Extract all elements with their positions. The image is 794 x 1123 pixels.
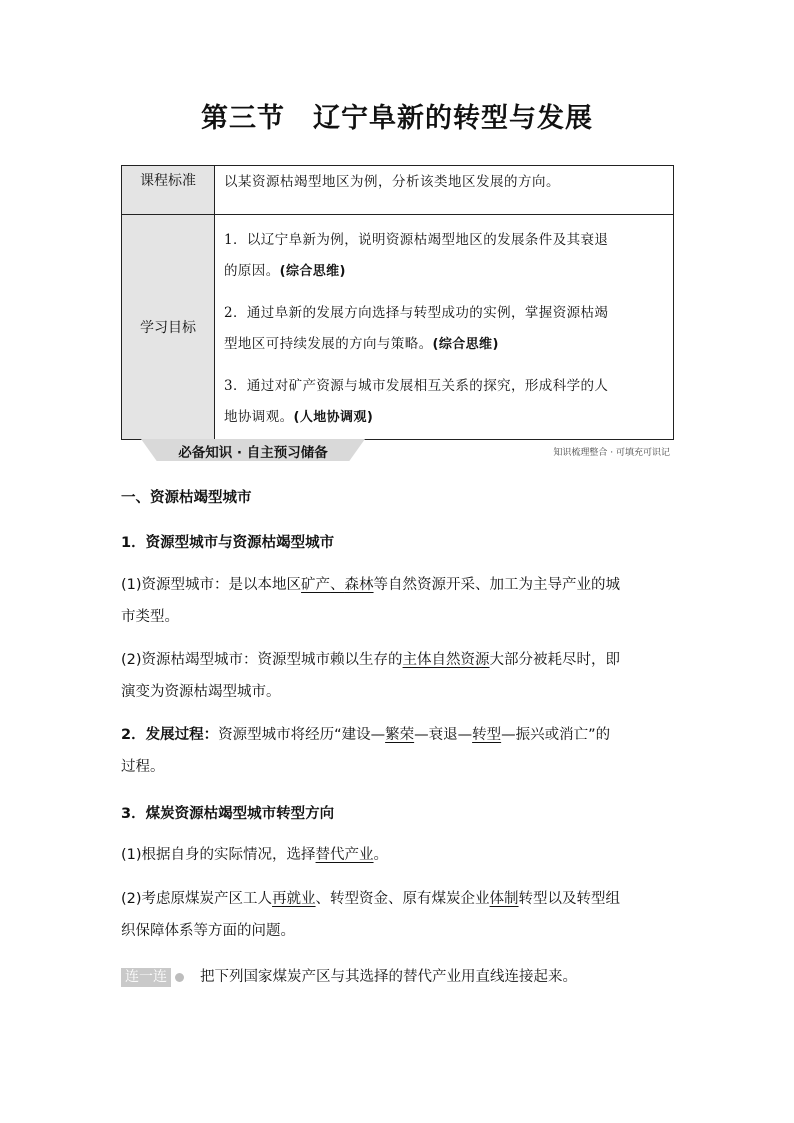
- subheading-1: 1．资源型城市与资源枯竭型城市: [121, 535, 335, 551]
- section-heading: 一、资源枯竭型城市: [121, 490, 252, 506]
- competency-tag: (综合思维): [432, 337, 499, 352]
- page-title: 第三节 辽宁阜新的转型与发展: [201, 103, 593, 134]
- paragraph-replacement-industry: (1)根据自身的实际情况，选择替代产业。: [121, 847, 389, 863]
- competency-tag: (人地协调观): [293, 410, 374, 425]
- banner-label: 必备知识 · 自主预习储备: [178, 445, 328, 461]
- learning-goals-list: [215, 215, 674, 440]
- exercise-tag: 连一连: [121, 968, 171, 987]
- learning-goal: 3．通过对矿产资源与城市发展相互关系的探究，形成科学的人 地协调观。(人地协调观): [224, 378, 609, 425]
- course-standard-label: 课程标准: [122, 166, 215, 215]
- table-row: [122, 166, 674, 215]
- competency-tag: (综合思维): [279, 264, 346, 279]
- exercise-text: 把下列国家煤炭产区与其选择的替代产业用直线连接起来。: [200, 969, 577, 985]
- banner-subtitle: 知识梳理整合 · 可填充可识记: [553, 448, 670, 458]
- bullet-dot-icon: [175, 973, 184, 982]
- paragraph-development-process: 2．发展过程：资源型城市将经历“建设—繁荣—衰退—转型—振兴或消亡”的 过程。: [121, 727, 611, 775]
- subheading-3: 3．煤炭资源枯竭型城市转型方向: [121, 806, 335, 822]
- exercise-line: [121, 965, 677, 987]
- table-row: [122, 215, 674, 440]
- paragraph-considerations: (2)考虑原煤炭产区工人再就业、转型资金、原有煤炭企业体制转型以及转型组 织保障体系等方面的问题。: [121, 891, 621, 939]
- section-banner: [121, 439, 674, 461]
- standards-table: [121, 165, 674, 440]
- learning-goal: 1．以辽宁阜新为例，说明资源枯竭型地区的发展条件及其衰退 的原因。(综合思维): [224, 232, 609, 279]
- learning-goals-label: 学习目标: [122, 215, 215, 440]
- learning-goal: 2．通过阜新的发展方向选择与转型成功的实例，掌握资源枯竭 型地区可持续发展的方向与策略。(综合思维): [224, 305, 609, 352]
- course-standard-text: 以某资源枯竭型地区为例，分析该类地区发展的方向。: [215, 166, 674, 215]
- paragraph-resource-city: (1)资源型城市：是以本地区矿产、森林等自然资源开采、加工为主导产业的城 市类型。: [121, 577, 621, 625]
- paragraph-depleted-city: (2)资源枯竭型城市：资源型城市赖以生存的主体自然资源大部分被耗尽时，即 演变为资源枯竭型城市。: [121, 652, 621, 700]
